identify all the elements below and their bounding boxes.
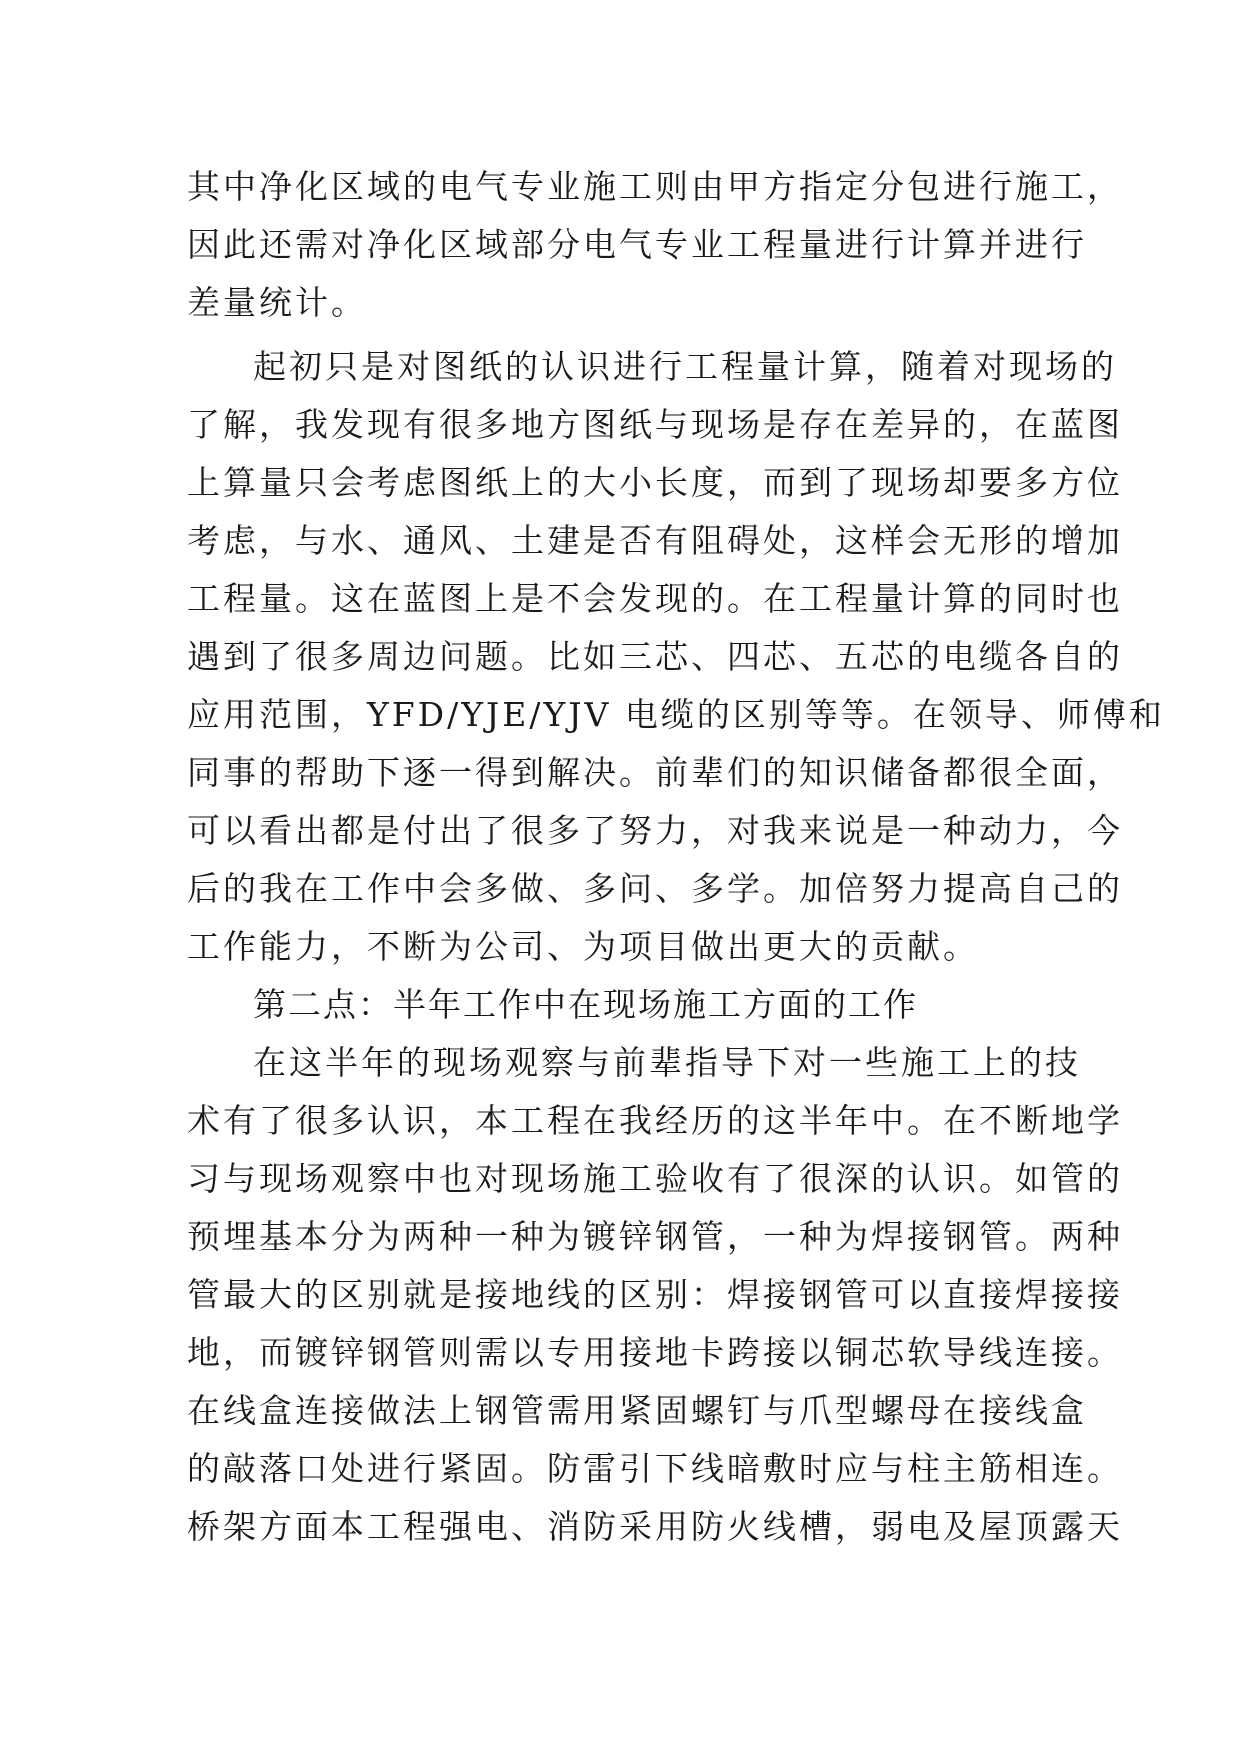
paragraph-line: 可以看出都是付出了很多了努力，对我来说是一种动力，今 [187, 811, 1123, 850]
paragraph-line: 遇到了很多周边问题。比如三芯、四芯、五芯的电缆各自的 [187, 637, 1123, 676]
paragraph-line: 因此还需对净化区域部分电气专业工程量进行计算并进行 [187, 225, 1087, 264]
paragraph-line: 管最大的区别就是接地线的区别：焊接钢管可以直接焊接接 [187, 1275, 1123, 1314]
paragraph-line: 桥架方面本工程强电、消防采用防火线槽，弱电及屋顶露天 [187, 1507, 1123, 1546]
paragraph-line: 工作能力，不断为公司、为项目做出更大的贡献。 [187, 927, 979, 966]
paragraph-line: 工程量。这在蓝图上是不会发现的。在工程量计算的同时也 [187, 579, 1123, 618]
paragraph-line: 在线盒连接做法上钢管需用紧固螺钉与爪型螺母在接线盒 [187, 1391, 1087, 1430]
section-heading: 第二点：半年工作中在现场施工方面的工作 [253, 985, 918, 1024]
paragraph-line: 考虑，与水、通风、土建是否有阻碍处，这样会无形的增加 [187, 521, 1123, 560]
paragraph-line: 同事的帮助下逐一得到解决。前辈们的知识储备都很全面， [187, 753, 1123, 792]
paragraph-line: 起初只是对图纸的认识进行工程量计算，随着对现场的 [253, 347, 1117, 386]
paragraph-line: 术有了很多认识，本工程在我经历的这半年中。在不断地学 [187, 1101, 1123, 1140]
paragraph-line: 预埋基本分为两种一种为镀锌钢管，一种为焊接钢管。两种 [187, 1217, 1123, 1256]
paragraph-line: 其中净化区域的电气专业施工则由甲方指定分包进行施工， [187, 167, 1123, 206]
paragraph-line: 习与现场观察中也对现场施工验收有了很深的认识。如管的 [187, 1159, 1123, 1198]
paragraph-line: 的敲落口处进行紧固。防雷引下线暗敷时应与柱主筋相连。 [187, 1449, 1123, 1488]
body-text [187, 158, 1165, 1556]
paragraph-line: 地，而镀锌钢管则需以专用接地卡跨接以铜芯软导线连接。 [187, 1333, 1123, 1372]
paragraph-line: 差量统计。 [187, 283, 367, 322]
paragraph-line: 了解，我发现有很多地方图纸与现场是存在差异的，在蓝图 [187, 405, 1123, 444]
paragraph-line: 应用范围，YFD/YJE/YJV 电缆的区别等等。在领导、师傅和 [187, 695, 1165, 734]
paragraph-line: 后的我在工作中会多做、多问、多学。加倍努力提高自己的 [187, 869, 1123, 908]
paragraph-line: 在这半年的现场观察与前辈指导下对一些施工上的技 [253, 1043, 1081, 1082]
paragraph-line: 上算量只会考虑图纸上的大小长度，而到了现场却要多方位 [187, 463, 1123, 502]
